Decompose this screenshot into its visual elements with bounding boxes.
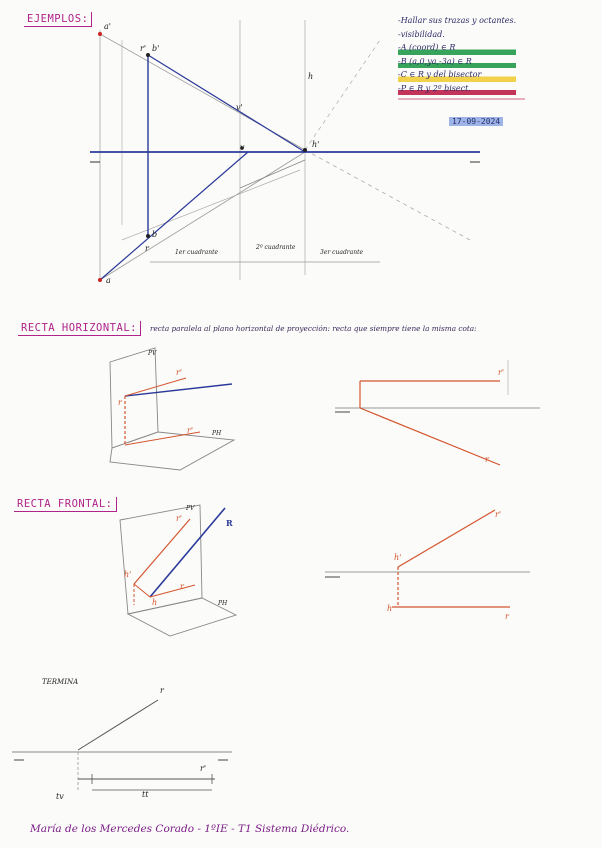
label-h-prime: h'	[312, 140, 320, 149]
note-3: -A (coord) ∈ R	[398, 41, 516, 55]
note-4: -B (a,0,ya,-3a) ∈ R	[398, 55, 516, 69]
f-label-r: r	[180, 582, 184, 591]
label-a-prime: a'	[104, 22, 111, 31]
f-label-R: R	[226, 518, 233, 528]
f-label-pv: PV	[186, 505, 195, 512]
label-v: v	[240, 143, 245, 152]
note-1: -Hallar sus trazas y octantes.	[398, 16, 517, 25]
h-label-pv: PV	[148, 350, 157, 357]
f-label-h: h	[152, 598, 158, 607]
section-title-examples: EJEMPLOS:	[24, 12, 92, 27]
frontal-diedric	[325, 510, 530, 607]
label-oct3: 3er cuadrante	[320, 249, 364, 256]
third-label-tv: tv	[56, 792, 64, 801]
label-r: r	[145, 244, 149, 253]
third-label-r: r	[160, 686, 164, 695]
f-label-r-right: r'	[495, 510, 502, 519]
note-2: -visibilidad.	[398, 29, 445, 39]
label-v-prime: v'	[236, 103, 243, 112]
label-b-prime: b'	[152, 44, 160, 53]
f-label-h-right: h'	[394, 553, 402, 562]
horizontal-diedric	[335, 360, 540, 465]
section-title-frontal: RECTA FRONTAL:	[14, 497, 117, 512]
f-label-rprime: r'	[176, 514, 183, 523]
f-label-r-right2: r	[505, 612, 509, 621]
third-title: TERMINA	[42, 678, 79, 686]
horizontal-3d-sketch	[110, 348, 234, 470]
note-5: -C ∈ R y del bisector	[398, 68, 516, 82]
label-b: b	[152, 230, 158, 239]
note-6: -P ∈ R y 2º bisect.	[398, 82, 516, 96]
frontal-3d-sketch	[120, 505, 236, 636]
h-label-r-right-h: r	[485, 455, 489, 464]
label-oct1: 1er cuadrante	[175, 249, 219, 256]
example-diagram	[90, 20, 480, 282]
f-label-ph: PH	[218, 600, 228, 607]
third-label-tt: tt	[142, 790, 149, 799]
label-r-prime: r'	[140, 44, 147, 53]
horizontal-description: recta paralela al plano horizontal de proyección: recta que siempre tiene la misma cota:	[150, 324, 477, 333]
h-label-rprime2: r'	[187, 426, 194, 435]
h-label-r-right: r'	[498, 368, 505, 377]
third-label-rprime: r'	[200, 764, 207, 773]
label-h: h	[308, 72, 314, 81]
h-label-ph: PH	[212, 430, 222, 437]
h-label-rprime: r'	[176, 368, 183, 377]
h-label-r: r	[118, 398, 122, 407]
footer-signature: María de los Mercedes Corado - 1ºIE - T1 Sistema Diédrico.	[30, 823, 350, 835]
section-title-horizontal: RECTA HORIZONTAL:	[18, 321, 141, 336]
trace-diagram	[12, 700, 232, 792]
label-oct2: 2º cuadrante	[256, 244, 296, 251]
date-badge: 17-09-2024	[449, 117, 503, 126]
f-label-h-right2: h	[387, 604, 393, 613]
label-a: a	[106, 276, 111, 285]
f-label-hprime: h'	[124, 570, 132, 579]
